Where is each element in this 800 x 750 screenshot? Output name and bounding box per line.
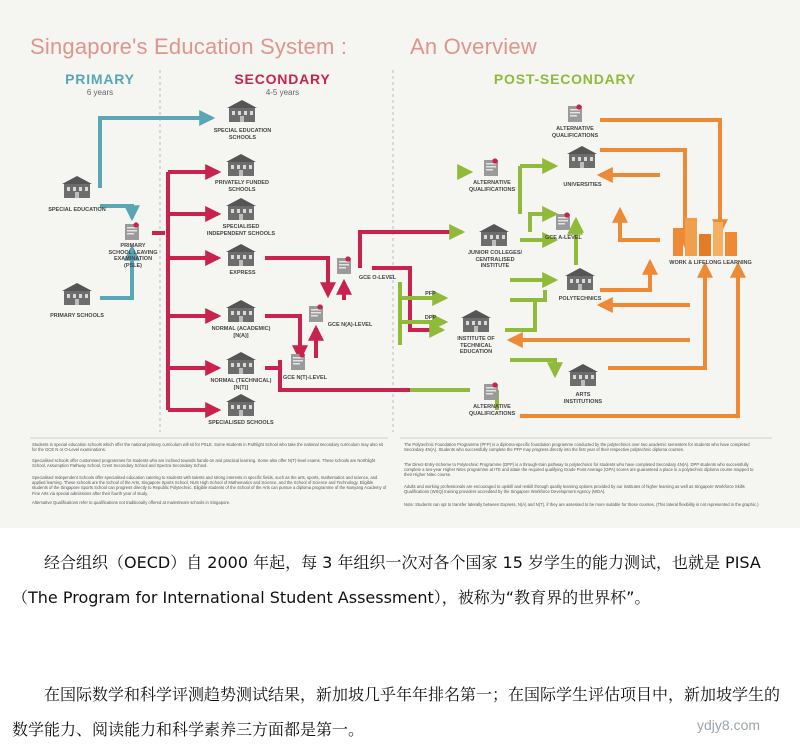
- alternative-qualifications-top-icon: [568, 104, 582, 122]
- label-alternative-qualifications-mid: ALTERNATIVE QUALIFICATIONS: [468, 180, 516, 193]
- normal-academic-building-icon: [226, 300, 256, 322]
- label-universities: UNIVERSITIES: [563, 182, 602, 188]
- privately-funded-schools-building-icon: [226, 154, 256, 176]
- infographic-title: Singapore's Education System :: [30, 34, 348, 59]
- stage-heading-secondary: SECONDARY: [234, 71, 331, 87]
- footnote-right-1: The Polytechnic Foundation Programme (PFP) is a diploma-specific foundation programme conducted by the polytechnics over two academic semesters for students who have completed Secondary 4N(A). Students who successfully complete the PFP may progress directly into the first year of their respective polytechnic diploma courses.: [404, 442, 750, 453]
- psle-certificate-icon: [125, 222, 139, 240]
- site-watermark: ydjy8.com: [697, 717, 761, 733]
- stage-heading-primary: PRIMARY: [65, 71, 135, 87]
- label-psle: PRIMARY SCHOOL LEAVING EXAMINATION (PSLE): [108, 243, 158, 269]
- label-dpp: DPP: [424, 315, 437, 321]
- label-gce-nt-level: GCE N(T)-LEVEL: [283, 375, 327, 381]
- label-gce-o-level: GCE O-LEVEL: [358, 275, 397, 281]
- footnote-left-2: Specialised schools offer customised programmes for students who are inclined towards hands-on and practical learning. Some also offer N(T)-level exams. These schools are Northlight School, Assumption Pathway School, Crest Secondary School and Spectra Secondary School.: [32, 458, 376, 469]
- label-primary-schools: PRIMARY SCHOOLS: [50, 313, 104, 319]
- arts-institutions-building-icon: [568, 364, 598, 386]
- gce-na-level-certificate-icon: [309, 304, 323, 322]
- label-specialised-schools: SPECIALISED SCHOOLS: [208, 420, 274, 426]
- footnote-left-1: Students in special education schools which offer the national primary curriculum will sit for PSLE. Some students in Pathlight School who take the national secondary curriculum may also sit for the GCE N or O-Level examinations.: [32, 442, 383, 453]
- alternative-qualifications-mid-icon: [484, 158, 498, 176]
- label-gce-a-level: GCE A-LEVEL: [545, 235, 582, 241]
- express-building-icon: [226, 244, 256, 266]
- special-education-building-icon: [62, 176, 92, 198]
- label-polytechnics: POLYTECHNICS: [558, 296, 602, 302]
- label-normal-academic: NORMAL (ACADEMIC) [N(A)]: [211, 326, 271, 339]
- infographic-subtitle: An Overview: [410, 34, 537, 59]
- special-education-schools-building-icon: [227, 100, 257, 122]
- label-gce-na-level: GCE N(A)-LEVEL: [327, 322, 373, 328]
- primary-schools-building-icon: [62, 283, 92, 305]
- article-paragraph-1: 经合组织（OECD）自 2000 年起，每 3 年组织一次对各个国家 15 岁学生的能力测试，也就是 PISA（The Program for International Student Assessment），被称为“教育界的世界杯”。: [12, 553, 761, 607]
- label-special-education-schools: SPECIAL EDUCATION SCHOOLS: [213, 128, 272, 141]
- footnote-right-4: Note: Students can opt to transfer laterally between Express, N(A) and N(T), if they are assessed to be more suitable for those courses. (This lateral flexibility is not represented in the graphic.): [404, 502, 759, 507]
- label-junior-colleges: JUNIOR COLLEGES/ CENTRALISED INSTITUTE: [467, 250, 523, 269]
- alternative-qualifications-bottom-icon: [484, 382, 498, 400]
- normal-technical-building-icon: [226, 352, 256, 374]
- footnote-right-3: Adults and working professionals are encouraged to upskill and reskill through quality learning options provided by our institutes of higher learning as well as Singapore Workforce Skills Qualifications (WSQ) training providers accredited by the Singapore Workforce Development Agency (WDA).: [404, 484, 745, 495]
- label-alternative-qualifications-bottom: ALTERNATIVE QUALIFICATIONS: [468, 404, 516, 417]
- work-lifelong-city-icon: [673, 218, 737, 256]
- gce-o-level-certificate-icon: [337, 256, 351, 274]
- ite-building-icon: [461, 310, 491, 332]
- label-ite: INSTITUTE OF TECHNICAL EDUCATION: [457, 336, 495, 355]
- junior-colleges-building-icon: [479, 224, 509, 246]
- footnote-left-3: Specialised Independent Schools offer specialised education catering to students with talents and strong interests in specific fields, such as the arts, sports, mathematics and science, and applied learning. These schools are the School of the Arts, Singapore Sports School, NUS High School of Mathematics and Science, and the School of Science and Technology. Eligible students of the Singapore Sports School can progress directly to Republic Polytechnic. Eligible students of the School of the Arts can pursue a diploma programme of the Nanyang Academy of Fine Arts via special admissions after their fourth year of study.: [32, 475, 387, 496]
- polytechnics-building-icon: [565, 268, 595, 290]
- stage-heading-post-secondary: POST-SECONDARY: [493, 71, 637, 87]
- stage-years-secondary: 4-5 years: [265, 88, 300, 97]
- label-special-education: SPECIAL EDUCATION: [48, 207, 106, 213]
- label-alternative-qualifications-top: ALTERNATIVE QUALIFICATIONS: [551, 126, 599, 139]
- label-pfp: PFP: [425, 291, 436, 297]
- label-express: EXPRESS: [229, 270, 256, 276]
- footnote-right-2: The Direct-Entry-Scheme to Polytechnic Programme (DPP) is a through-train pathway to polytechnics for students who have completed Secondary 4N(A). DPP students who successfully complete a two-year Higher Nitec programme at ITE and attain the required qualifying Grade Point Average (GPA) scores are guaranteed a place in a polytechnic diploma course mapped to their Higher Nitec course.: [404, 462, 754, 478]
- label-privately-funded-schools: PRIVATELY FUNDED SCHOOLS: [215, 180, 269, 193]
- gce-a-level-certificate-icon: [556, 212, 570, 230]
- specialised-schools-building-icon: [226, 394, 256, 416]
- universities-building-icon: [567, 146, 597, 168]
- label-specialised-independent-schools: SPECIALISED INDEPENDENT SCHOOLS: [206, 224, 276, 237]
- label-normal-technical: NORMAL (TECHNICAL) [N(T)]: [210, 378, 272, 391]
- stage-years-primary: 6 years: [86, 88, 114, 97]
- gce-nt-level-certificate-icon: [291, 352, 305, 370]
- specialised-independent-schools-building-icon: [226, 198, 256, 220]
- label-arts-institutions: ARTS INSTITUTIONS: [563, 392, 603, 405]
- article-paragraph-2: 在国际数学和科学评测趋势测试结果，新加坡几乎年年排名第一；在国际学生评估项目中，新加坡学生的数学能力、阅读能力和科学素养三方面都是第一。: [12, 685, 781, 739]
- label-work-lifelong-learning: WORK & LIFELONG LEARNING: [669, 260, 752, 266]
- footnote-left-4: Alternative Qualifications refer to qualifications not traditionally offered at mainstream schools in Singapore.: [32, 500, 231, 505]
